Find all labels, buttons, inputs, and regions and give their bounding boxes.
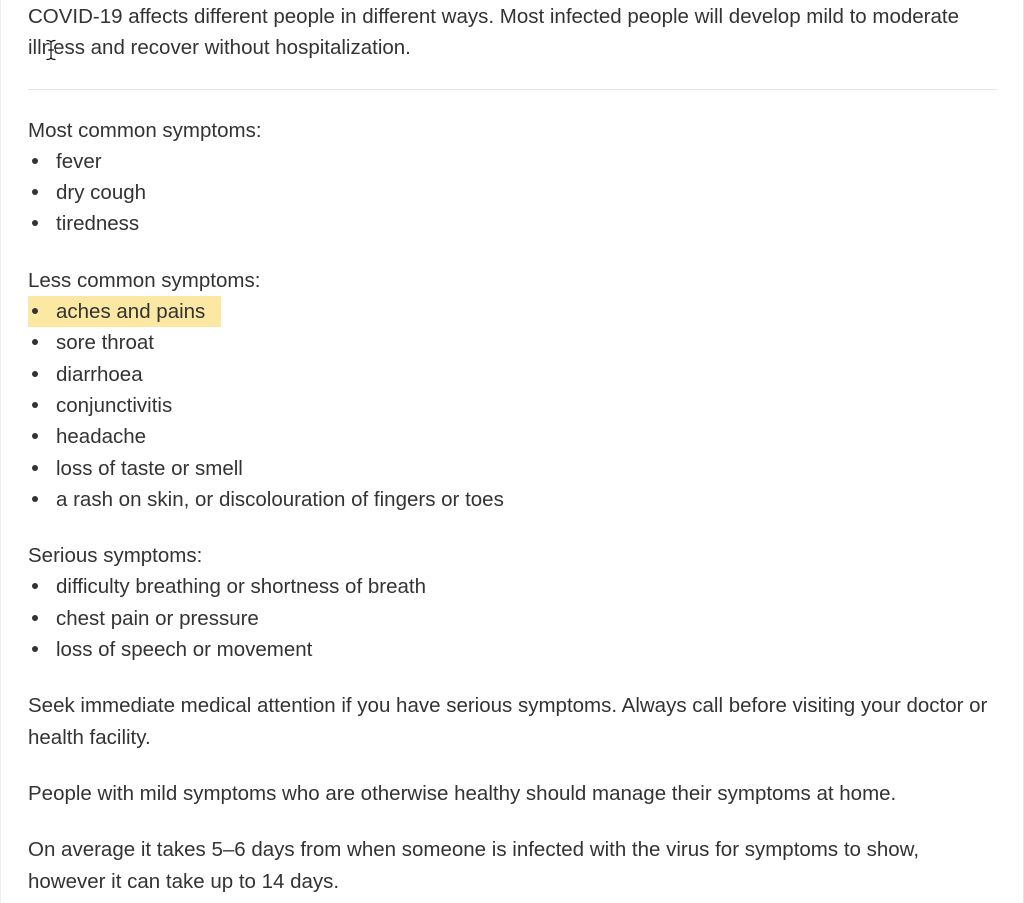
article-content bbox=[28, 1, 998, 897]
list-item: diarrhoea bbox=[28, 359, 998, 390]
less-common-symptoms-heading: Less common symptoms: bbox=[28, 268, 261, 292]
bullet-icon bbox=[32, 371, 38, 377]
bullet-icon bbox=[32, 433, 38, 439]
bullet-icon bbox=[32, 615, 38, 621]
bullet-icon bbox=[32, 308, 38, 314]
highlighted-list-item[interactable]: aches and pains bbox=[28, 296, 221, 327]
text-cursor-icon bbox=[45, 39, 57, 61]
list-item: sore throat bbox=[28, 327, 998, 358]
medical-attention-paragraph: Seek immediate medical attention if you have serious symptoms. Always call before visiting your doctor or health facility. bbox=[28, 694, 988, 749]
bullet-icon bbox=[32, 465, 38, 471]
serious-symptoms-heading: Serious symptoms: bbox=[28, 544, 203, 568]
list-item: a rash on skin, or discolouration of fingers or toes bbox=[28, 484, 998, 515]
bullet-icon bbox=[32, 189, 38, 195]
list-item: headache bbox=[28, 421, 998, 452]
bullet-icon bbox=[32, 402, 38, 408]
list-item: difficulty breathing or shortness of breath bbox=[28, 571, 998, 602]
mild-symptoms-paragraph: People with mild symptoms who are otherwise healthy should manage their symptoms at home. bbox=[28, 781, 897, 805]
list-item: conjunctivitis bbox=[28, 390, 998, 421]
list-item: loss of speech or movement bbox=[28, 634, 998, 665]
less-common-symptoms-list bbox=[28, 296, 998, 515]
list-item: tiredness bbox=[28, 208, 998, 239]
common-symptoms-list bbox=[28, 146, 998, 240]
divider bbox=[28, 89, 998, 90]
bullet-icon bbox=[32, 646, 38, 652]
bullet-icon bbox=[32, 496, 38, 502]
bullet-icon bbox=[32, 158, 38, 164]
incubation-paragraph: On average it takes 5–6 days from when someone is infected with the virus for symptoms to show, however it can take up to 14 days. bbox=[28, 838, 920, 893]
intro-paragraph: COVID-19 affects different people in different ways. Most infected people will develop mild to moderate illness and recover without hospitalization. bbox=[28, 5, 959, 60]
bullet-icon bbox=[32, 339, 38, 345]
list-item: fever bbox=[28, 146, 998, 177]
bullet-icon bbox=[32, 220, 38, 226]
bullet-icon bbox=[32, 583, 38, 589]
common-symptoms-heading: Most common symptoms: bbox=[28, 118, 262, 142]
serious-symptoms-list bbox=[28, 571, 998, 665]
list-item: dry cough bbox=[28, 177, 998, 208]
list-item: chest pain or pressure bbox=[28, 603, 998, 634]
list-item: loss of taste or smell bbox=[28, 453, 998, 484]
